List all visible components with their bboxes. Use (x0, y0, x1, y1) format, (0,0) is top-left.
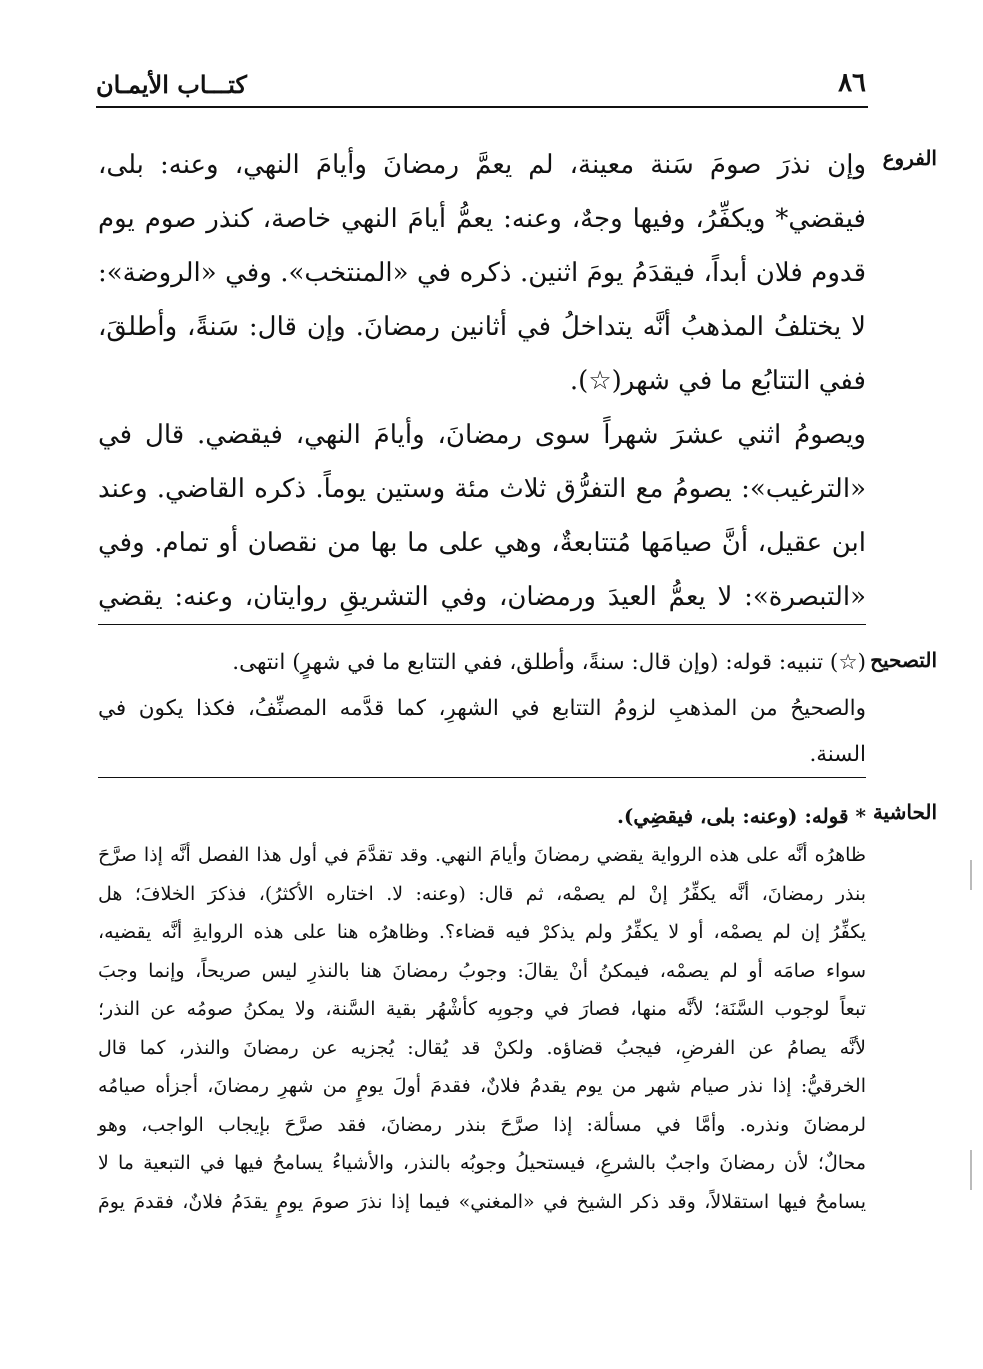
section-divider (98, 624, 866, 625)
header-divider (96, 106, 868, 108)
scan-edge-mark (970, 1150, 972, 1190)
note-line: لأنَّه يصامُ عن الفرضِ، فيجبُ قضاؤه. ولكنْ قد يُقال: يُجزيه عن رمضانَ والنذر، كما قال (98, 1036, 866, 1059)
correction-line: (☆) تنبيه: قوله: (وإن قال: سنةً، وأطلق، ففي التتابع ما في شهرٍ) انتهى. (232, 650, 866, 675)
note-line: الخرقيُّ: إذا نذر صيام شهر من يوم يقدمُ فلانٌ، فقدمَ أولَ يومٍ من شهرِ رمضانَ، أجزأه صيامُه (98, 1075, 866, 1097)
main-line: لا يختلفُ المذهبُ أنَّه يتداخلُ في أثانين رمضانَ. وإن قال: سَنةً، وأطلقَ، (98, 312, 866, 342)
main-line: ففي التتابُع ما في شهر(☆). (569, 366, 866, 396)
note-line: تبعاً لوجوب السَّنَة؛ لأنَّه منها، فصارَ في وجوبِه كأشْهُر بقية السَّنة، ولا يمكنُ صومُه عن النذر؛ (98, 998, 866, 1020)
page-number: ٨٦ (838, 68, 866, 98)
note-heading: * قوله: (وعنه: بلى، فيقضِي). (616, 804, 866, 828)
correction-line: السنة. (809, 742, 866, 767)
main-line: فيقضي* ويكفِّرُ، وفيها وجهٌ، وعنه: يعمُّ أيامَ النهي خاصة، كنذر صوم يوم (98, 204, 866, 234)
scan-edge-mark (970, 860, 972, 890)
note-line: ظاهرُه أنَّه على هذه الرواية يقضي رمضانَ وأيامَ النهي. وقد تقدَّمَ في أول هذا الفصل أنَّه إذا صرَّحَ (98, 844, 866, 866)
note-line: سواء صامَه أو لم يصمْه، فيمكنُ أنْ يقالَ: وجوبُ رمضانَ هنا بالنذرِ ليس صريحاً، وإنما وجبَ (98, 959, 866, 982)
page-header (96, 64, 866, 104)
main-line: «الترغيب»: يصومُ مع التفرُّق ثلاث مئة وستين يوماً. ذكره القاضي. وعند (98, 474, 866, 504)
running-title: كتـــاب الأيمـان (96, 70, 247, 99)
correction-line: والصحيحُ من المذهبِ لزومُ التتابع في الشهرِ، كما قدَّمه المصنِّفُ، فكذا يكون في (98, 696, 866, 721)
main-line: ويصومُ اثني عشرَ شهراً سوى رمضانَ، وأيامَ النهي، فيقضي. قال في (98, 420, 866, 450)
label-tashih: التصحيح (870, 648, 937, 672)
main-text (98, 138, 866, 624)
main-line: وإن نذرَ صومَ سَنة معينة، لم يعمَّ رمضانَ وأيامَ النهي، وعنه: بلى، (98, 150, 866, 180)
main-line: ابن عقيل، أنَّ صيامَها مُتتابعةٌ، وهي على ما بها من نقصان أو تمام. وفي (98, 528, 866, 558)
note-line: يسامحُ فيها استقلالاً، وقد ذكر الشيخ في «المغني» فيما إذا نذرَ صومَ يومٍ يقدَمُ فلانٌ، فقدمَ يومَ (98, 1190, 866, 1213)
note-line: لرمضانَ ونذره. وأمَّا في مسألة: إذا صرَّحَ بنذر رمضانَ، فقد صرَّحَ بإيجاب الواجب، وهو (98, 1113, 866, 1136)
notes-text (98, 796, 866, 1221)
label-furu: الفروع (882, 146, 937, 170)
main-line: «التبصرة»: لا يعمُّ العيدَ ورمضان، وفي التشريقِ روايتان، وعنه: يقضي (98, 582, 866, 612)
main-line: قدوم فلان أبداً، فيقدَمُ يومَ اثنين. ذكره في «المنتخب». وفي «الروضة»: (98, 258, 866, 288)
section-divider (98, 777, 866, 778)
label-hashiya: الحاشية (872, 800, 937, 824)
note-line: بنذر رمضانَ، أنَّه يكفِّرُ إنْ لم يصمْه، ثم قال: (وعنه: لا. اختاره الأكثرُ)، فذكرَ الخلافَ؛ هل (98, 882, 866, 905)
note-line: يكفِّرُ إن لم يصمْه، أو لا يكفِّرُ ولم يذكرْ فيه قضاء؟. وظاهرُه هنا على هذه الروايةِ أنَّه يقضيه، (98, 921, 866, 943)
correction-text (98, 640, 866, 778)
note-line: محالٌ؛ لأن رمضانَ واجبٌ بالشرعِ، فيستحيلُ وجوبُه بالنذر، والأشياءُ يسامحُ فيها في التبعية ما لا (98, 1152, 866, 1174)
